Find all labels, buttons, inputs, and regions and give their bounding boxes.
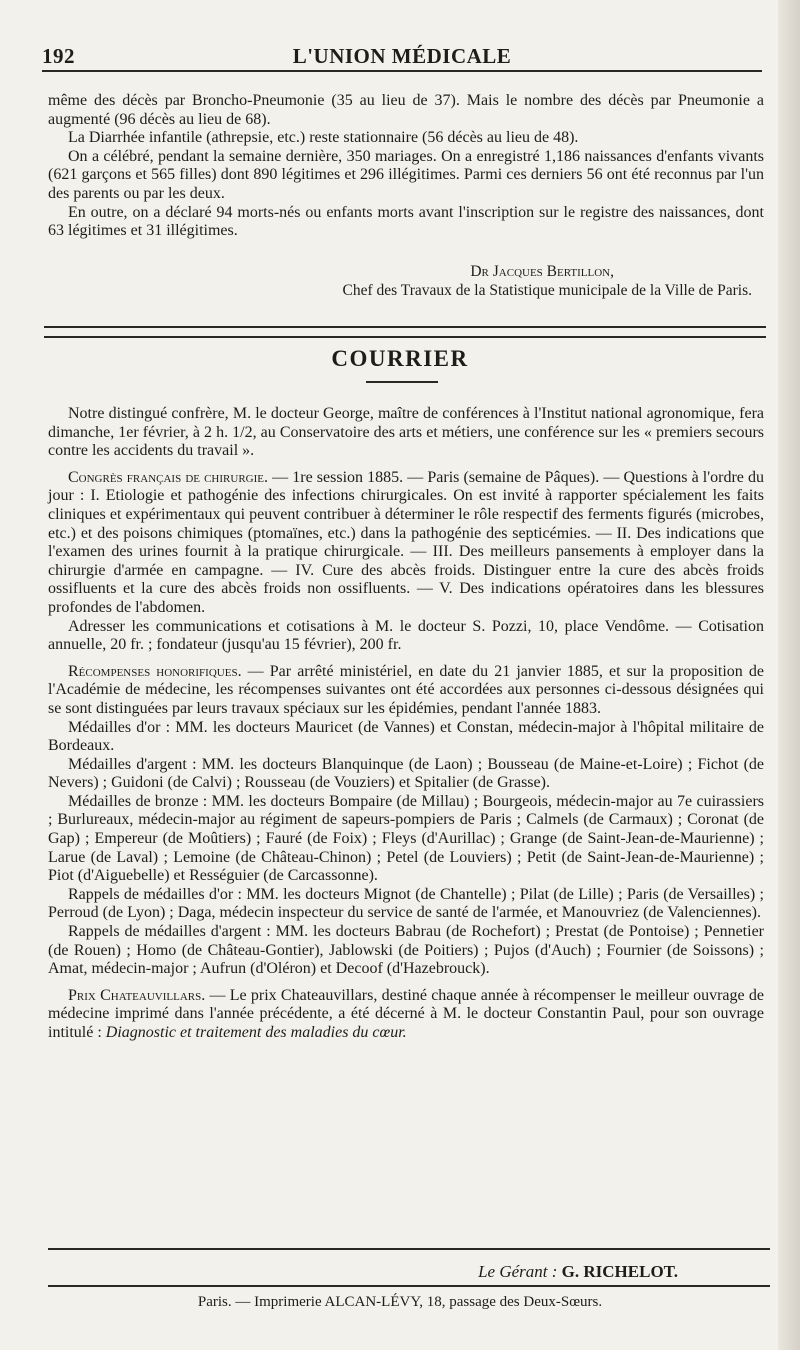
congres-label: Congrès français de chirurgie. <box>68 468 268 486</box>
section-divider <box>44 326 766 338</box>
gerant-name: G. RICHELOT. <box>561 1262 678 1281</box>
stats-paragraph: En outre, on a déclaré 94 morts-nés ou enfants morts avant l'inscription sur le registre des naissances, dont 63 légitimes et 31 illégitimes. <box>48 203 764 240</box>
running-title: L'UNION MÉDICALE <box>292 44 512 68</box>
congres-paragraph <box>48 469 764 618</box>
medailles-or-paragraph: Médailles d'or : MM. les docteurs Mauricet (de Vannes) et Constan, médecin-major à l'hôpital militaire de Bordeaux. <box>48 718 764 755</box>
stats-paragraph: La Diarrhée infantile (athrepsie, etc.) reste stationnaire (56 décès au lieu de 48). <box>68 129 579 147</box>
footer-rule <box>48 1248 770 1250</box>
rappels-argent-paragraph: Rappels de médailles d'argent : MM. les docteurs Babrau (de Rochefort) ; Prestat (de Pontoise) ; Pennetier (de Rouen) ; Homo (de Château-Gontier), Jablowski (de Poitiers) ; Pujos (d'Auch) ; Fournier (de Soissons) ; Amat, médecin-major ; Aufrun (d'Oléron) et Decoof (d'Hazebrouck). <box>48 923 764 978</box>
prix-work-title: Diagnostic et traitement des maladies du cœur. <box>105 1024 407 1041</box>
statistics-section <box>48 92 764 241</box>
signature-block <box>48 262 764 300</box>
signature-title: Chef des Travaux de la Statistique municipale de la Ville de Paris. <box>342 282 752 299</box>
title-underline <box>366 381 438 383</box>
congres-text: — 1re session 1885. — Paris (semaine de Pâques). — Questions à l'ordre du jour : I. Etiologie et pathogénie des infections chirurgicales. On est invité à rapporter spécialement les faits cliniques et expérimentaux qui peuvent contribuer à déterminer le rôle respectif des ferments figurés (microbes, etc.) et des poisons chimiques (ptomaïnes, etc.) dans la pathogénie des septicémies. — II. Des indications que l'examen des urines fournit à la pratique chirurgicale. — III. Des meilleurs pansements à employer dans la chirurgie d'armée en campagne. — IV. Cure des abcès froids. Distinguer entre la cure des abcès froids ossifluents et la cure des abcès froids non ossifluents. — V. Des indications opératoires dans les blessures profondes de l'abdomen. <box>48 468 764 616</box>
gerant-role: Le Gérant : <box>478 1262 558 1281</box>
recompenses-text: — Par arrêté ministériel, en date du 21 janvier 1885, et sur la proposition de l'Académie de médecine, les récompenses suivantes ont été accordées aux personnes ci-dessous désignées qui se sont distinguées par leurs travaux spéciaux sur les épidémies, pendant l'année 1883. <box>48 662 765 717</box>
footer-rule <box>48 1285 770 1287</box>
rappels-or-paragraph: Rappels de médailles d'or : MM. les docteurs Mignot (de Chantelle) ; Pilat (de Lille) ; Paris (de Versailles) ; Perroud (de Lyon) ; Daga, médecin inspecteur du service de santé de l'armée, et Manouvriez (de Valenciennes). <box>48 885 764 922</box>
page-number: 192 <box>42 44 75 68</box>
medailles-argent-paragraph: Médailles d'argent : MM. les docteurs Blanquinque (de Laon) ; Bousseau (de Maine-et-Loire) ; Fichot (de Nevers) ; Guidoni (de Calvi) ; Rousseau (de Vouziers) et Spitalier (de Grasse). <box>48 755 764 792</box>
gerant-line <box>48 1262 678 1282</box>
adresser-paragraph: Adresser les communications et cotisations à M. le docteur S. Pozzi, 10, place Vendôme. — Cotisation annuelle, 20 fr. ; fondateur (jusqu'au 15 février), 200 fr. <box>48 617 764 654</box>
page-edge-shadow <box>778 0 800 1350</box>
prix-text: — Le prix Chateauvillars, destiné chaque année à récompenser le meilleur ouvrage de médecine imprimé dans l'année précédente, a été décerné à M. le docteur Constantin Paul, pour son ouvrage intitulé : <box>48 986 764 1041</box>
recompenses-paragraph <box>48 663 764 719</box>
stats-paragraph: On a célébré, pendant la semaine dernière, 350 mariages. On a enregistré 1,186 naissances d'enfants vivants (621 garçons et 565 filles) dont 890 légitimes et 296 illégitimes. Parmi ces derniers 56 ont été reconnus par l'un des parents ou par les deux. <box>48 147 764 202</box>
signature-name: Dr Jacques Bertillon, <box>470 263 614 280</box>
page-header <box>42 40 762 70</box>
printer-imprint: Paris. — Imprimerie ALCAN-LÉVY, 18, passage des Deux-Sœurs. <box>197 1294 603 1310</box>
section-title: COURRIER <box>331 346 469 371</box>
announcement-paragraph: Notre distingué confrère, M. le docteur George, maître de conférences à l'Institut national agronomique, fera dimanche, 1er février, à 2 h. 1/2, au Conservatoire des arts et métiers, une conférence sur les « premiers secours contre les accidents du travail ». <box>48 405 764 460</box>
courrier-section <box>48 405 764 1043</box>
header-rule <box>42 70 762 72</box>
medailles-bronze-paragraph: Médailles de bronze : MM. les docteurs Bompaire (de Millau) ; Bourgeois, médecin-major au 7e cuirassiers ; Burlureaux, médecin-major au régiment de sapeurs-pompiers de Paris ; Calmels (de Carmaux) ; Coronat (de Gap) ; Empereur (de Moûtiers) ; Fauré (de Foix) ; Fleys (d'Aurillac) ; Grange (de Saint-Jean-de-Maurienne) ; Larue (de Laval) ; Lemoine (de Château-Chinon) ; Petel (de Louviers) ; Petit (de Saint-Jean-de-Maurienne) ; Piot (d'Aiguebelle) et Rességuier (de Carcassonne). <box>48 792 764 885</box>
prix-label: Prix Chateauvillars. <box>68 986 206 1004</box>
recompenses-label: Récompenses honorifiques. <box>68 662 242 680</box>
stats-paragraph: même des décès par Broncho-Pneumonie (35 au lieu de 37). Mais le nombre des décès par Pneumonie a augmenté (96 décès au lieu de 68). <box>48 92 764 128</box>
prix-paragraph <box>48 987 764 1043</box>
